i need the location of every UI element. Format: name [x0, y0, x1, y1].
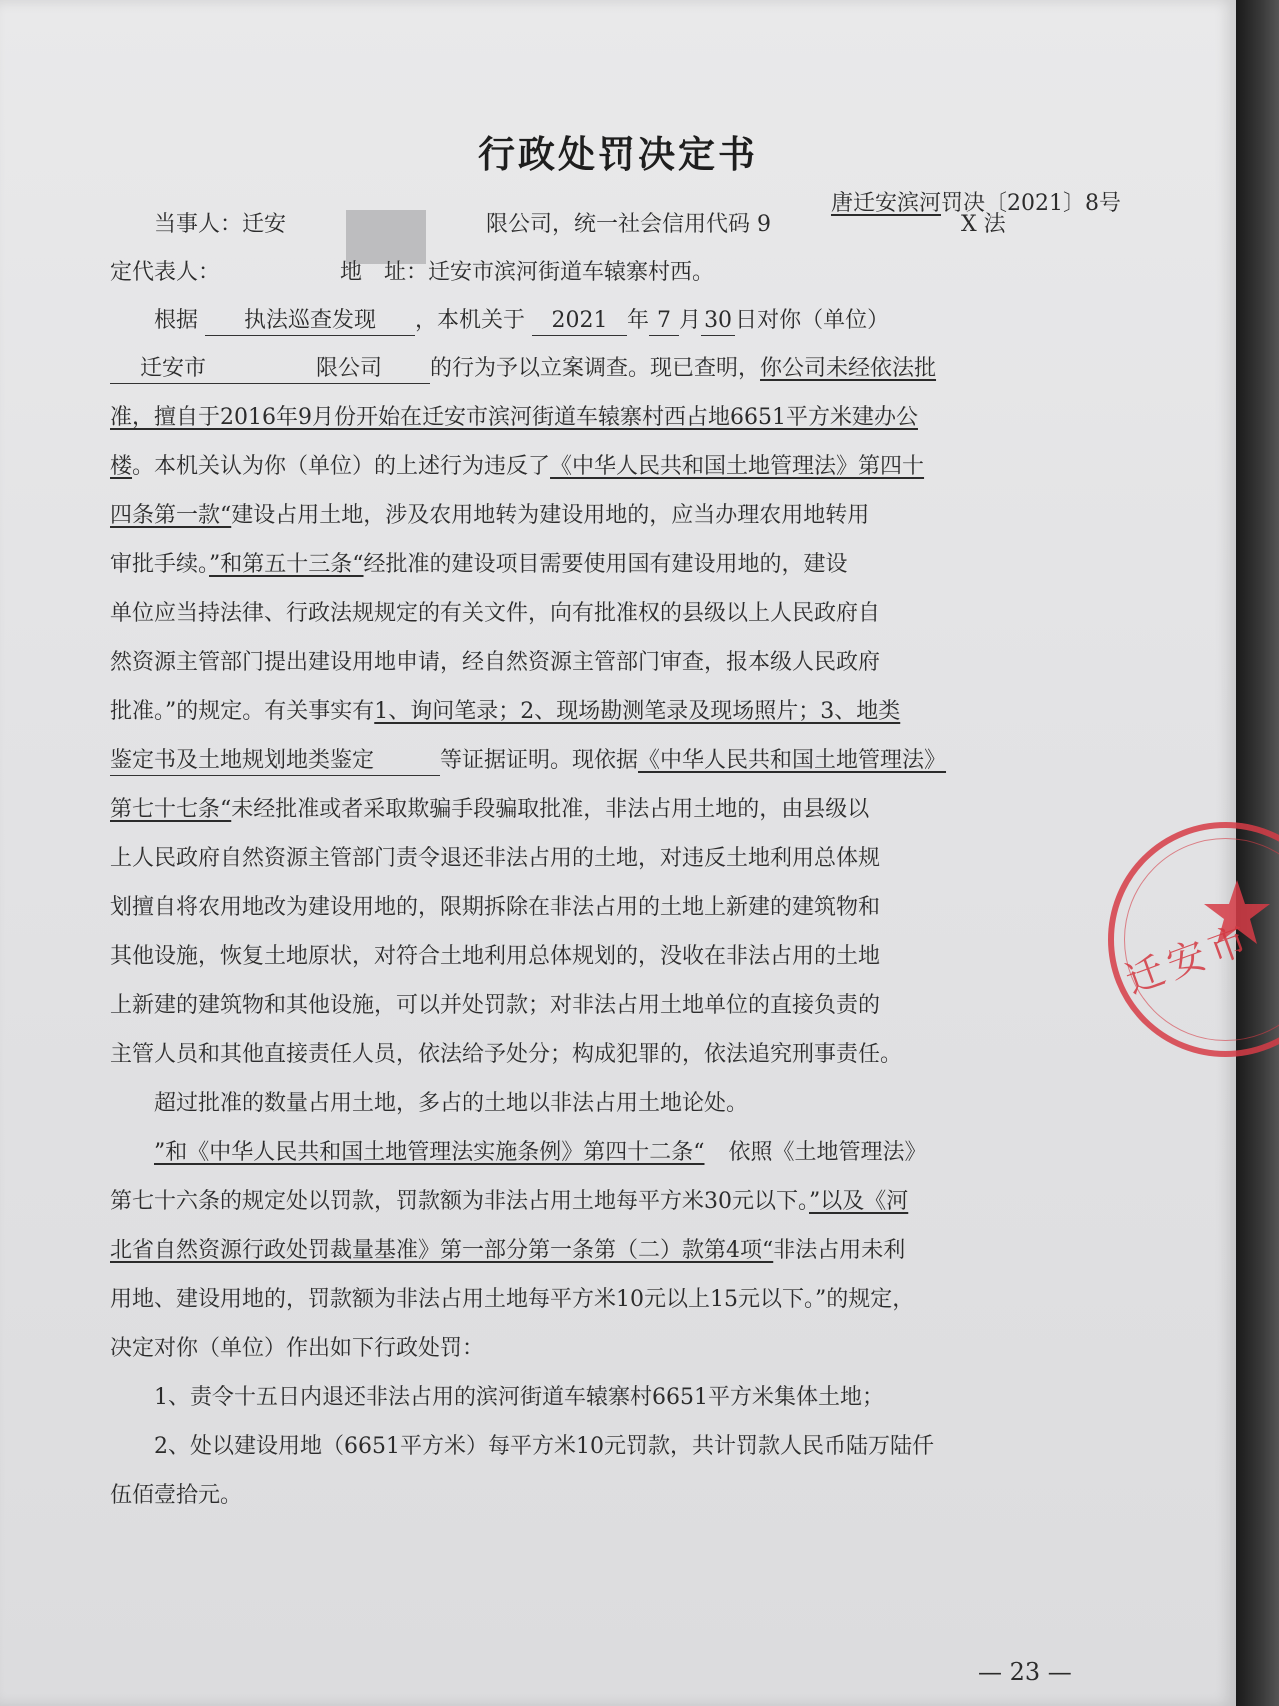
party-address: 地 址：迁安市滨河街道车辕寨村西。: [340, 260, 715, 285]
penalty-item-2-cont: 伍佰壹拾元。: [110, 1483, 243, 1508]
body-line-1: 准，擅自于2016年9月份开始在迁安市滨河街道车辕寨村西占地6651平方米建办公: [110, 405, 918, 430]
company-name-b: 限公司: [316, 356, 383, 381]
company-name-a: 迁安市: [140, 356, 207, 381]
doc-number-rest: 罚决〔2021〕8号: [941, 191, 1121, 216]
body-line-18: [110, 1236, 1110, 1266]
basis-month-unit: 月: [679, 308, 702, 333]
text-run: 第七十六条的规定处以罚款，罚款额为非法占用土地每平方米30元以下。: [110, 1189, 809, 1214]
body-line-2: [110, 452, 1110, 482]
body-line-16: [110, 1138, 1110, 1168]
body-line-3: [110, 501, 1110, 531]
law-citation: ”以及《河: [809, 1189, 909, 1214]
legal-rep-label: 定代表人：: [110, 260, 221, 285]
company-line: [110, 354, 1110, 384]
text-run: 审批手续。: [110, 552, 210, 577]
evidence-list: 1、询问笔录；2、现场勘测笔录及现场照片；3、地类: [374, 699, 901, 724]
body-line-4: [110, 550, 1110, 580]
body-line-17: [110, 1187, 1110, 1217]
body-line-11: 划擅自将农用地改为建设用地的，限期拆除在非法占用的土地上新建的建筑物和: [110, 895, 881, 920]
body-line-13: 上新建的建筑物和其他设施，可以并处罚款；对非法占用土地单位的直接负责的: [110, 993, 881, 1018]
finding-start: 你公司未经依法批: [760, 356, 937, 381]
penalty-item-1: 1、责令十五日内退还非法占用的滨河街道车辕寨村6651平方米集体土地；: [154, 1385, 884, 1410]
basis-source: 执法巡查发现: [205, 307, 415, 336]
basis-mid: ，本机关于: [415, 308, 526, 333]
basis-year-unit: 年: [627, 308, 650, 333]
penalty-item-2: 2、处以建设用地（6651平方米）每平方米10元罚款，共计罚款人民币陆万陆仟: [154, 1434, 934, 1459]
body-line-19: 用地、建设用地的，罚款额为非法占用土地每平方米10元以上15元以下。”的规定，: [110, 1287, 915, 1312]
text-run: 建设占用土地，涉及农用地转为建设用地的，应当办理农用地转用: [231, 503, 870, 528]
company-name-fill: [110, 355, 430, 384]
body-line-15: 超过批准的数量占用土地，多占的土地以非法占用土地论处。: [154, 1091, 749, 1116]
basis-year: 2021: [532, 307, 627, 336]
redaction-box: [346, 210, 426, 264]
law-citation: 《中华人民共和国土地管理法》第四十: [550, 454, 925, 479]
text-run: 依照《土地管理法》: [728, 1140, 927, 1165]
law-citation: 《中华人民共和国土地管理法》: [638, 748, 947, 773]
body-line-8: [110, 746, 1110, 776]
text-run: 非法占用未利: [773, 1238, 906, 1263]
law-citation: 北省自然资源行政处罚裁量基准》第一部分第一条第（二）款第4项“: [110, 1238, 774, 1263]
doc-number-prefix: 唐迁安滨河: [830, 191, 941, 216]
seal-text: 迁安市: [1119, 915, 1259, 1003]
basis-line: [154, 306, 1154, 336]
body-line-14: 主管人员和其他直接责任人员，依法给予处分；构成犯罪的，依法追究刑事责任。: [110, 1042, 903, 1067]
party-credit-code: 限公司，统一社会信用代码 9: [486, 212, 772, 237]
body-line-5: 单位应当持法律、行政法规规定的有关文件，向有批准权的县级以上人民政府自: [110, 601, 881, 626]
text-run: 。本机关认为你（单位）的上述行为违反了: [132, 454, 551, 479]
law-citation: 第七十七条“: [110, 797, 232, 822]
party-line-1: [154, 210, 1054, 264]
party-tail: X 法: [961, 212, 1006, 237]
party-label: 当事人：迁安: [154, 212, 287, 237]
body-line-10: 上人民政府自然资源主管部门责令退还非法占用的土地，对违反土地利用总体规: [110, 846, 881, 871]
law-citation: ”和《中华人民共和国土地管理法实施条例》第四十二条“: [154, 1140, 705, 1165]
basis-pre: 根据: [154, 308, 199, 333]
basis-day: 30: [701, 307, 735, 336]
basis-post: 日对你（单位）: [735, 308, 890, 333]
body-line-12: 其他设施，恢复土地原状，对符合土地利用总体规划的，没收在非法占用的土地: [110, 944, 881, 969]
text-run: 等证据证明。现依据: [440, 748, 639, 773]
evidence-list: 鉴定书及土地规划地类鉴定: [110, 747, 440, 776]
body-line-20: 决定对你（单位）作出如下行政处罚：: [110, 1336, 485, 1361]
law-citation: 四条第一款“: [110, 503, 232, 528]
text-run: 楼: [110, 454, 133, 479]
text-run: 未经批准或者采取欺骗手段骗取批准，非法占用土地的，由县级以: [231, 797, 870, 822]
basis-month: 7: [649, 307, 679, 336]
body-line-7: [110, 697, 1110, 727]
document-title: 行政处罚决定书: [478, 132, 758, 176]
law-citation: ”和第五十三条“: [209, 552, 364, 577]
body-line-6: 然资源主管部门提出建设用地申请，经自然资源主管部门审查，报本级人民政府: [110, 650, 881, 675]
body-line-9: [110, 795, 1110, 825]
party-line-2: [110, 258, 1110, 288]
page-number: — 23 —: [978, 1658, 1072, 1686]
text-run: 经批准的建设项目需要使用国有建设用地的，建设: [363, 552, 848, 577]
text-run: 批准。”的规定。有关事实有: [110, 699, 375, 724]
company-line-after: 的行为予以立案调查。现已查明，: [430, 356, 761, 381]
